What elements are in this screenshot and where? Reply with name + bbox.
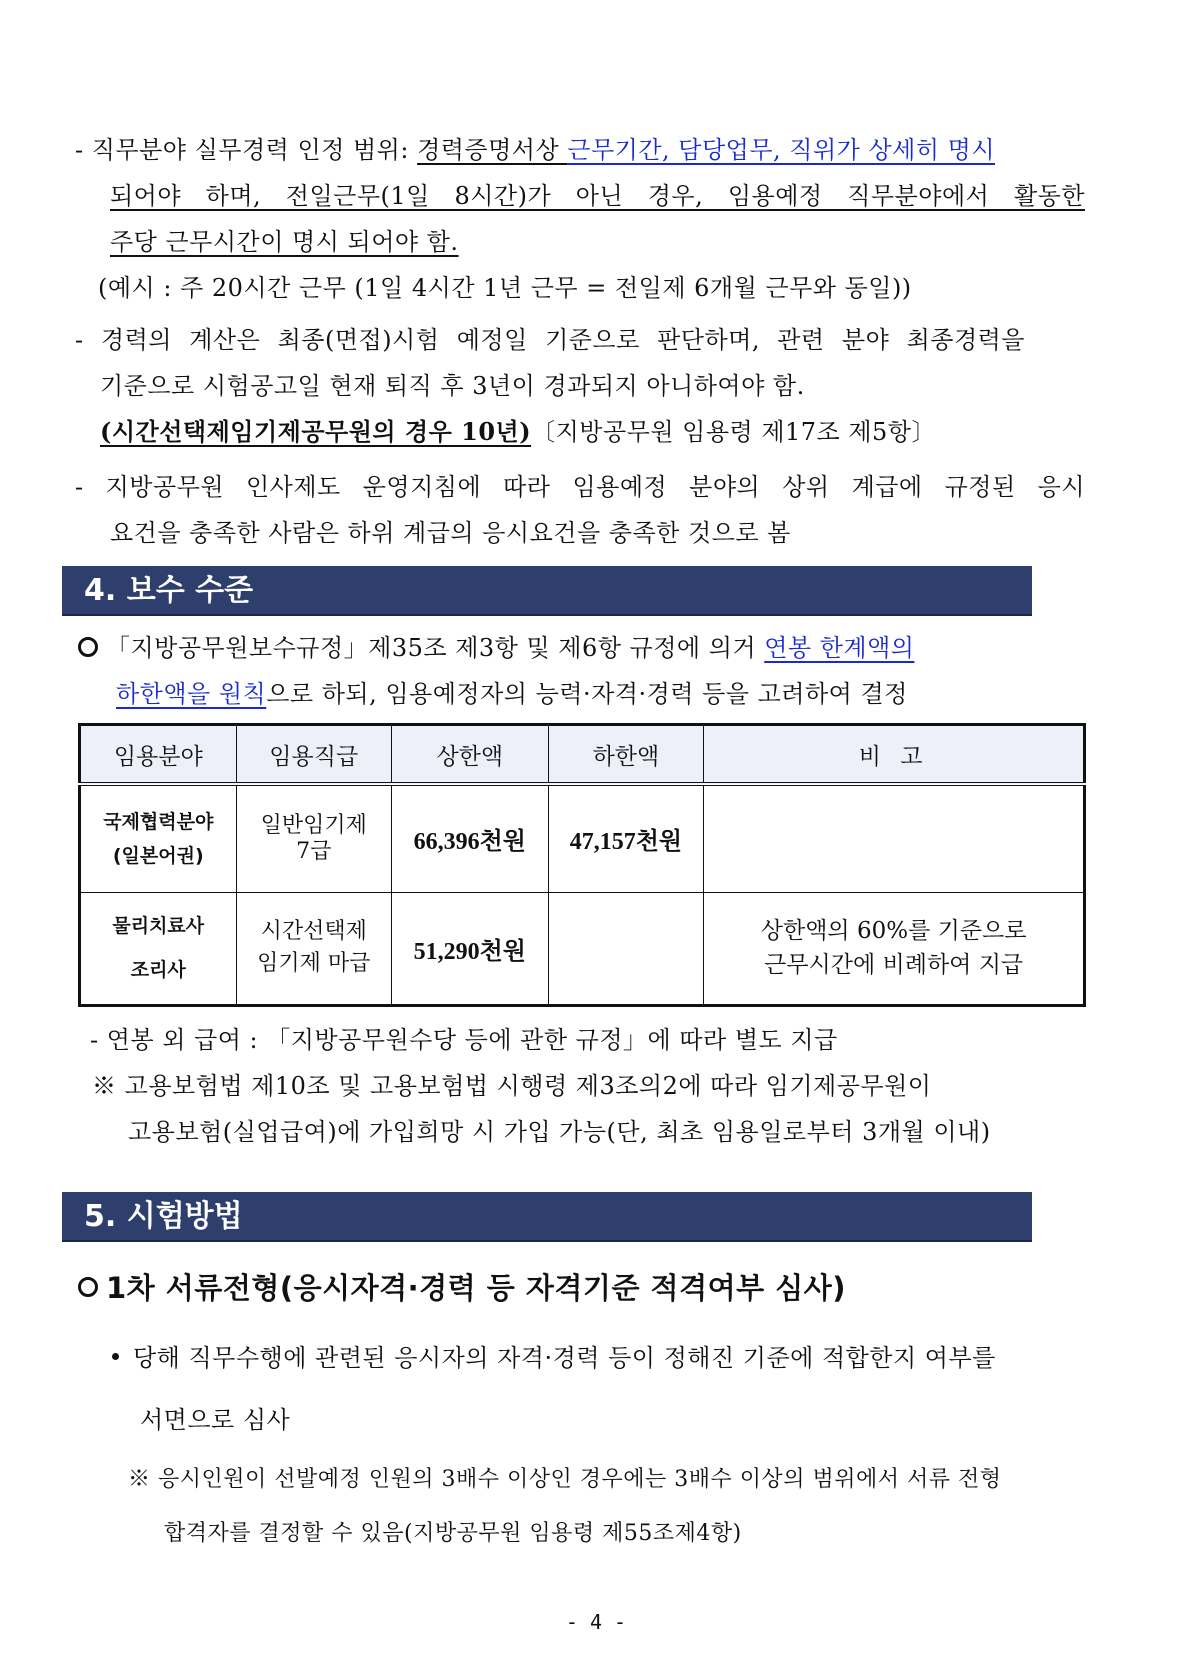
page-number: - 4 -: [565, 1610, 627, 1634]
lower-limit-highlight: 하한액을 원칙: [116, 680, 267, 708]
career-range-label: - 직무분야 실무경력 인정 범위:: [75, 136, 418, 164]
col-header-lower: 하한액: [548, 725, 704, 785]
field-cell: [80, 892, 237, 1005]
grade-type: 시간선택제: [260, 919, 367, 944]
review-text: 당해 직무수행에 관련된 응시자의 자격·경력 등이 정해진 기준에 적합한지 여부를: [133, 1344, 996, 1372]
field-cell: [80, 784, 237, 892]
field-sub: 조리사: [130, 959, 186, 981]
career-calc-line1: - 경력의 계산은 최종(면접)시험 예정일 기준으로 판단하며, 관련 분야 최종경력을: [75, 326, 1025, 354]
upper-amount: 51,290천원: [391, 892, 548, 1005]
section-5-header: 5. 시험방법: [62, 1192, 1032, 1242]
note-cell: [704, 784, 1085, 892]
table-row: [80, 892, 1085, 1005]
note-line: 근무시간에 비례하여 지급: [764, 952, 1024, 978]
circle-bullet-icon: [78, 637, 98, 657]
salary-rule-text: 「지방공무원보수규정」제35조 제3항 및 제6항 규정에 의거: [106, 634, 765, 662]
table-row: [80, 784, 1085, 892]
section-4-header: 4. 보수 수준: [62, 566, 1032, 616]
salary-principle-line2: [116, 674, 908, 709]
grade-cell: [236, 784, 391, 892]
col-header-upper: 상한액: [391, 725, 548, 785]
multiplier-note-line1: ※ 응시인원이 선발예정 인원의 3배수 이상인 경우에는 3배수 이상의 범위에서 서류 전형: [128, 1467, 1002, 1492]
stage1-title: 1차 서류전형(응시자격·경력 등 자격기준 적격여부 심사): [106, 1271, 846, 1305]
upper-grade-line2: 요건을 충족한 사람은 하위 계급의 응시요건을 충족한 것으로 봄: [110, 519, 791, 547]
career-range-line1: [75, 130, 1085, 165]
note-line: 상한액의 60%를 기준으로: [760, 918, 1027, 944]
career-calc-line3: [100, 412, 936, 447]
upper-amount: 66,396천원: [391, 784, 548, 892]
field-name: 국제협력분야: [103, 810, 214, 833]
circle-bullet-icon: [78, 1277, 98, 1297]
career-range-line3: 주당 근무시간이 명시 되어야 함.: [110, 228, 459, 256]
lower-amount: 47,157천원: [548, 784, 704, 892]
regulation-ref: 〔지방공무원 임용령 제17조 제5항〕: [531, 418, 936, 446]
career-calc-line2: 기준으로 시험공고일 현재 퇴직 후 3년이 경과되지 아니하여야 함.: [100, 372, 805, 400]
table-header-row: [80, 725, 1085, 785]
upper-grade-line1: - 지방공무원 인사제도 운영지침에 따라 임용예정 분야의 상위 계급에 규정된 응시: [75, 473, 1085, 501]
dot-bullet-icon: [112, 1353, 119, 1360]
grade-cell: [236, 892, 391, 1005]
col-header-note: 비 고: [704, 725, 1085, 785]
grade-level: 7급: [296, 838, 332, 864]
career-range-line2: 되어야 하며, 전일근무(1일 8시간)가 아닌 경우, 임용예정 직무분야에서 활동한: [110, 182, 1085, 210]
salary-limit-highlight: 연봉 한계액의: [764, 634, 915, 662]
part-time-exception: (시간선택제임기제공무원의 경우 10년): [100, 417, 532, 446]
stage1-heading: [78, 1266, 1088, 1307]
field-name: 물리치료사: [112, 915, 205, 937]
career-example-line: (예시 : 주 20시간 근무 (1일 4시간 1년 근무 = 전일제 6개월 근무와 동일)): [98, 274, 912, 302]
note-cell: [704, 892, 1085, 1005]
grade-level: 임기제 마급: [257, 951, 371, 976]
salary-principle-line1: [78, 628, 1088, 663]
review-bullet-line2: 서면으로 심사: [140, 1406, 291, 1434]
field-sub: (일본어권): [112, 844, 204, 867]
salary-table: [78, 723, 1086, 1007]
review-bullet-line1: [112, 1338, 1087, 1373]
col-header-grade: 임용직급: [236, 725, 391, 785]
career-detail-highlight: 근무기간, 담당업무, 직위가 상세히 명시: [567, 136, 996, 164]
grade-type: 일반임기제: [260, 812, 367, 838]
insurance-note-line1: ※ 고용보험법 제10조 및 고용보험법 시행령 제3조의2에 따라 임기제공무원이: [92, 1072, 932, 1100]
multiplier-note-line2: 합격자를 결정할 수 있음(지방공무원 임용령 제55조제4항): [164, 1521, 742, 1546]
insurance-note-line2: 고용보험(실업급여)에 가입희망 시 가입 가능(단, 최초 임용일로부터 3개월 이내): [128, 1118, 991, 1146]
col-header-field: 임용분야: [80, 725, 237, 785]
career-cert-text: 경력증명서상: [417, 136, 568, 164]
lower-amount: [548, 892, 704, 1005]
salary-decision-text: 으로 하되, 임용예정자의 능력·자격·경력 등을 고려하여 결정: [266, 680, 908, 708]
extra-pay-note: - 연봉 외 급여 : 「지방공무원수당 등에 관한 규정」에 따라 별도 지급: [90, 1026, 838, 1054]
